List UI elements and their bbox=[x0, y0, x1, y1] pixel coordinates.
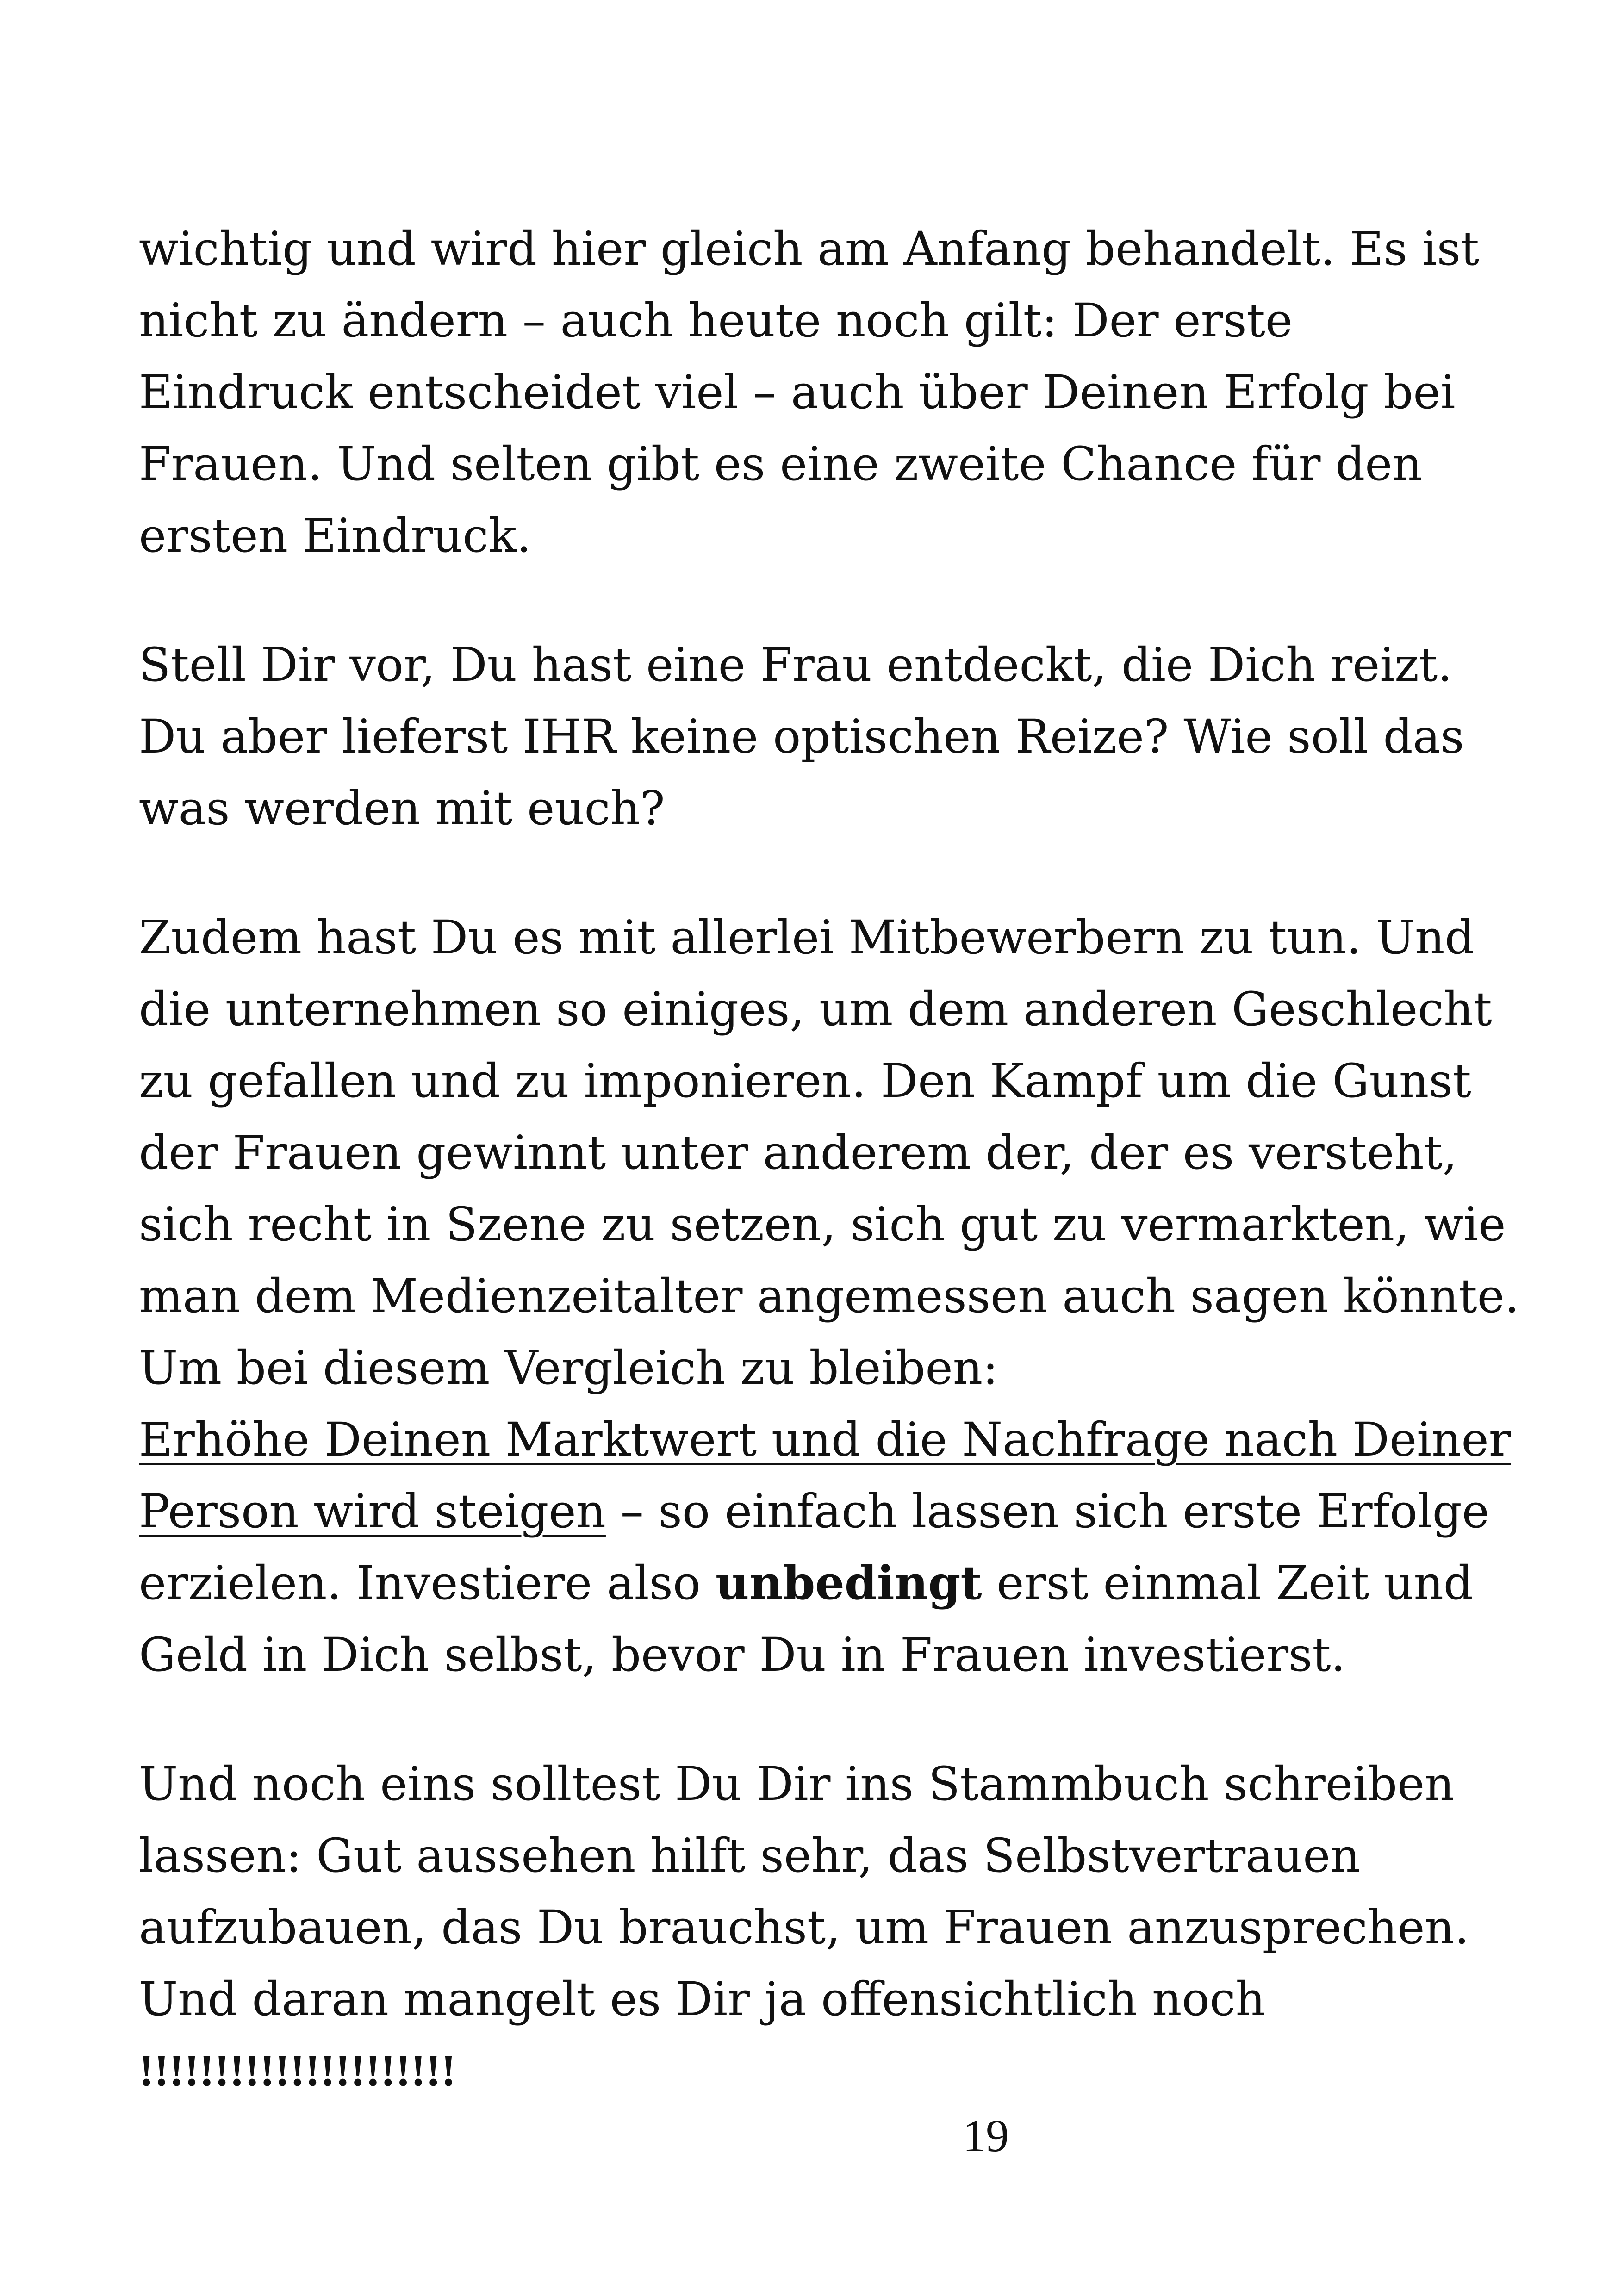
text-line: Geld in Dich selbst, bevor Du in Frauen investierst. bbox=[139, 1628, 1346, 1682]
text-line bbox=[139, 1547, 1527, 1619]
text-line: Stell Dir vor, Du hast eine Frau entdeckt, die Dich reizt. bbox=[139, 638, 1452, 692]
text-segment: – so einfach lassen sich erste Erfolge bbox=[605, 1484, 1489, 1538]
text-line: Eindruck entscheidet viel – auch über Deinen Erfolg bei bbox=[139, 365, 1456, 419]
exclamation-line: !!!!!!!!!!!!!!!!!!!!! bbox=[139, 2046, 456, 2096]
page-number: 19 bbox=[963, 2110, 1009, 2161]
paragraph-2 bbox=[139, 629, 1527, 844]
text-line bbox=[139, 1475, 1527, 1547]
text-line: aufzubauen, das Du brauchst, um Frauen anzusprechen. bbox=[139, 1900, 1469, 1954]
text-line: wichtig und wird hier gleich am Anfang behandelt. Es ist bbox=[139, 222, 1480, 276]
text-line: was werden mit euch? bbox=[139, 781, 665, 835]
text-line: nicht zu ändern – auch heute noch gilt: Der erste bbox=[139, 293, 1293, 348]
paragraph-1 bbox=[139, 213, 1527, 572]
text-line: sich recht in Szene zu setzen, sich gut zu vermarkten, wie bbox=[139, 1197, 1506, 1251]
text-line: der Frauen gewinnt unter anderem der, der es versteht, bbox=[139, 1126, 1457, 1180]
text-line: Und daran mangelt es Dir ja offensichtlich noch bbox=[139, 1972, 1266, 2026]
underlined-text-line: Erhöhe Deinen Marktwert und die Nachfrage nach Deiner bbox=[139, 1412, 1511, 1467]
paragraph-4 bbox=[139, 1748, 1527, 2107]
text-line: Zudem hast Du es mit allerlei Mitbewerbern zu tun. Und bbox=[139, 910, 1475, 964]
paragraph-3 bbox=[139, 902, 1527, 1691]
bold-text: unbedingt bbox=[715, 1556, 982, 1610]
body-text bbox=[139, 213, 1527, 2107]
text-line: zu gefallen und zu imponieren. Den Kampf um die Gunst bbox=[139, 1054, 1471, 1108]
underlined-text: Person wird steigen bbox=[139, 1484, 606, 1538]
text-line: ersten Eindruck. bbox=[139, 509, 531, 563]
text-line: lassen: Gut aussehen hilft sehr, das Selbstvertrauen bbox=[139, 1829, 1360, 1883]
text-line: Und noch eins solltest Du Dir ins Stammbuch schreiben bbox=[139, 1757, 1455, 1811]
text-segment: erst einmal Zeit und bbox=[982, 1556, 1473, 1610]
text-line: Um bei diesem Vergleich zu bleiben: bbox=[139, 1341, 998, 1395]
text-line: man dem Medienzeitalter angemessen auch sagen könnte. bbox=[139, 1269, 1519, 1323]
text-segment: erzielen. Investiere also bbox=[139, 1556, 716, 1610]
text-line: die unternehmen so einiges, um dem anderen Geschlecht bbox=[139, 982, 1492, 1036]
text-line: Du aber lieferst IHR keine optischen Reize? Wie soll das bbox=[139, 709, 1464, 764]
text-line: Frauen. Und selten gibt es eine zweite Chance für den bbox=[139, 437, 1422, 491]
